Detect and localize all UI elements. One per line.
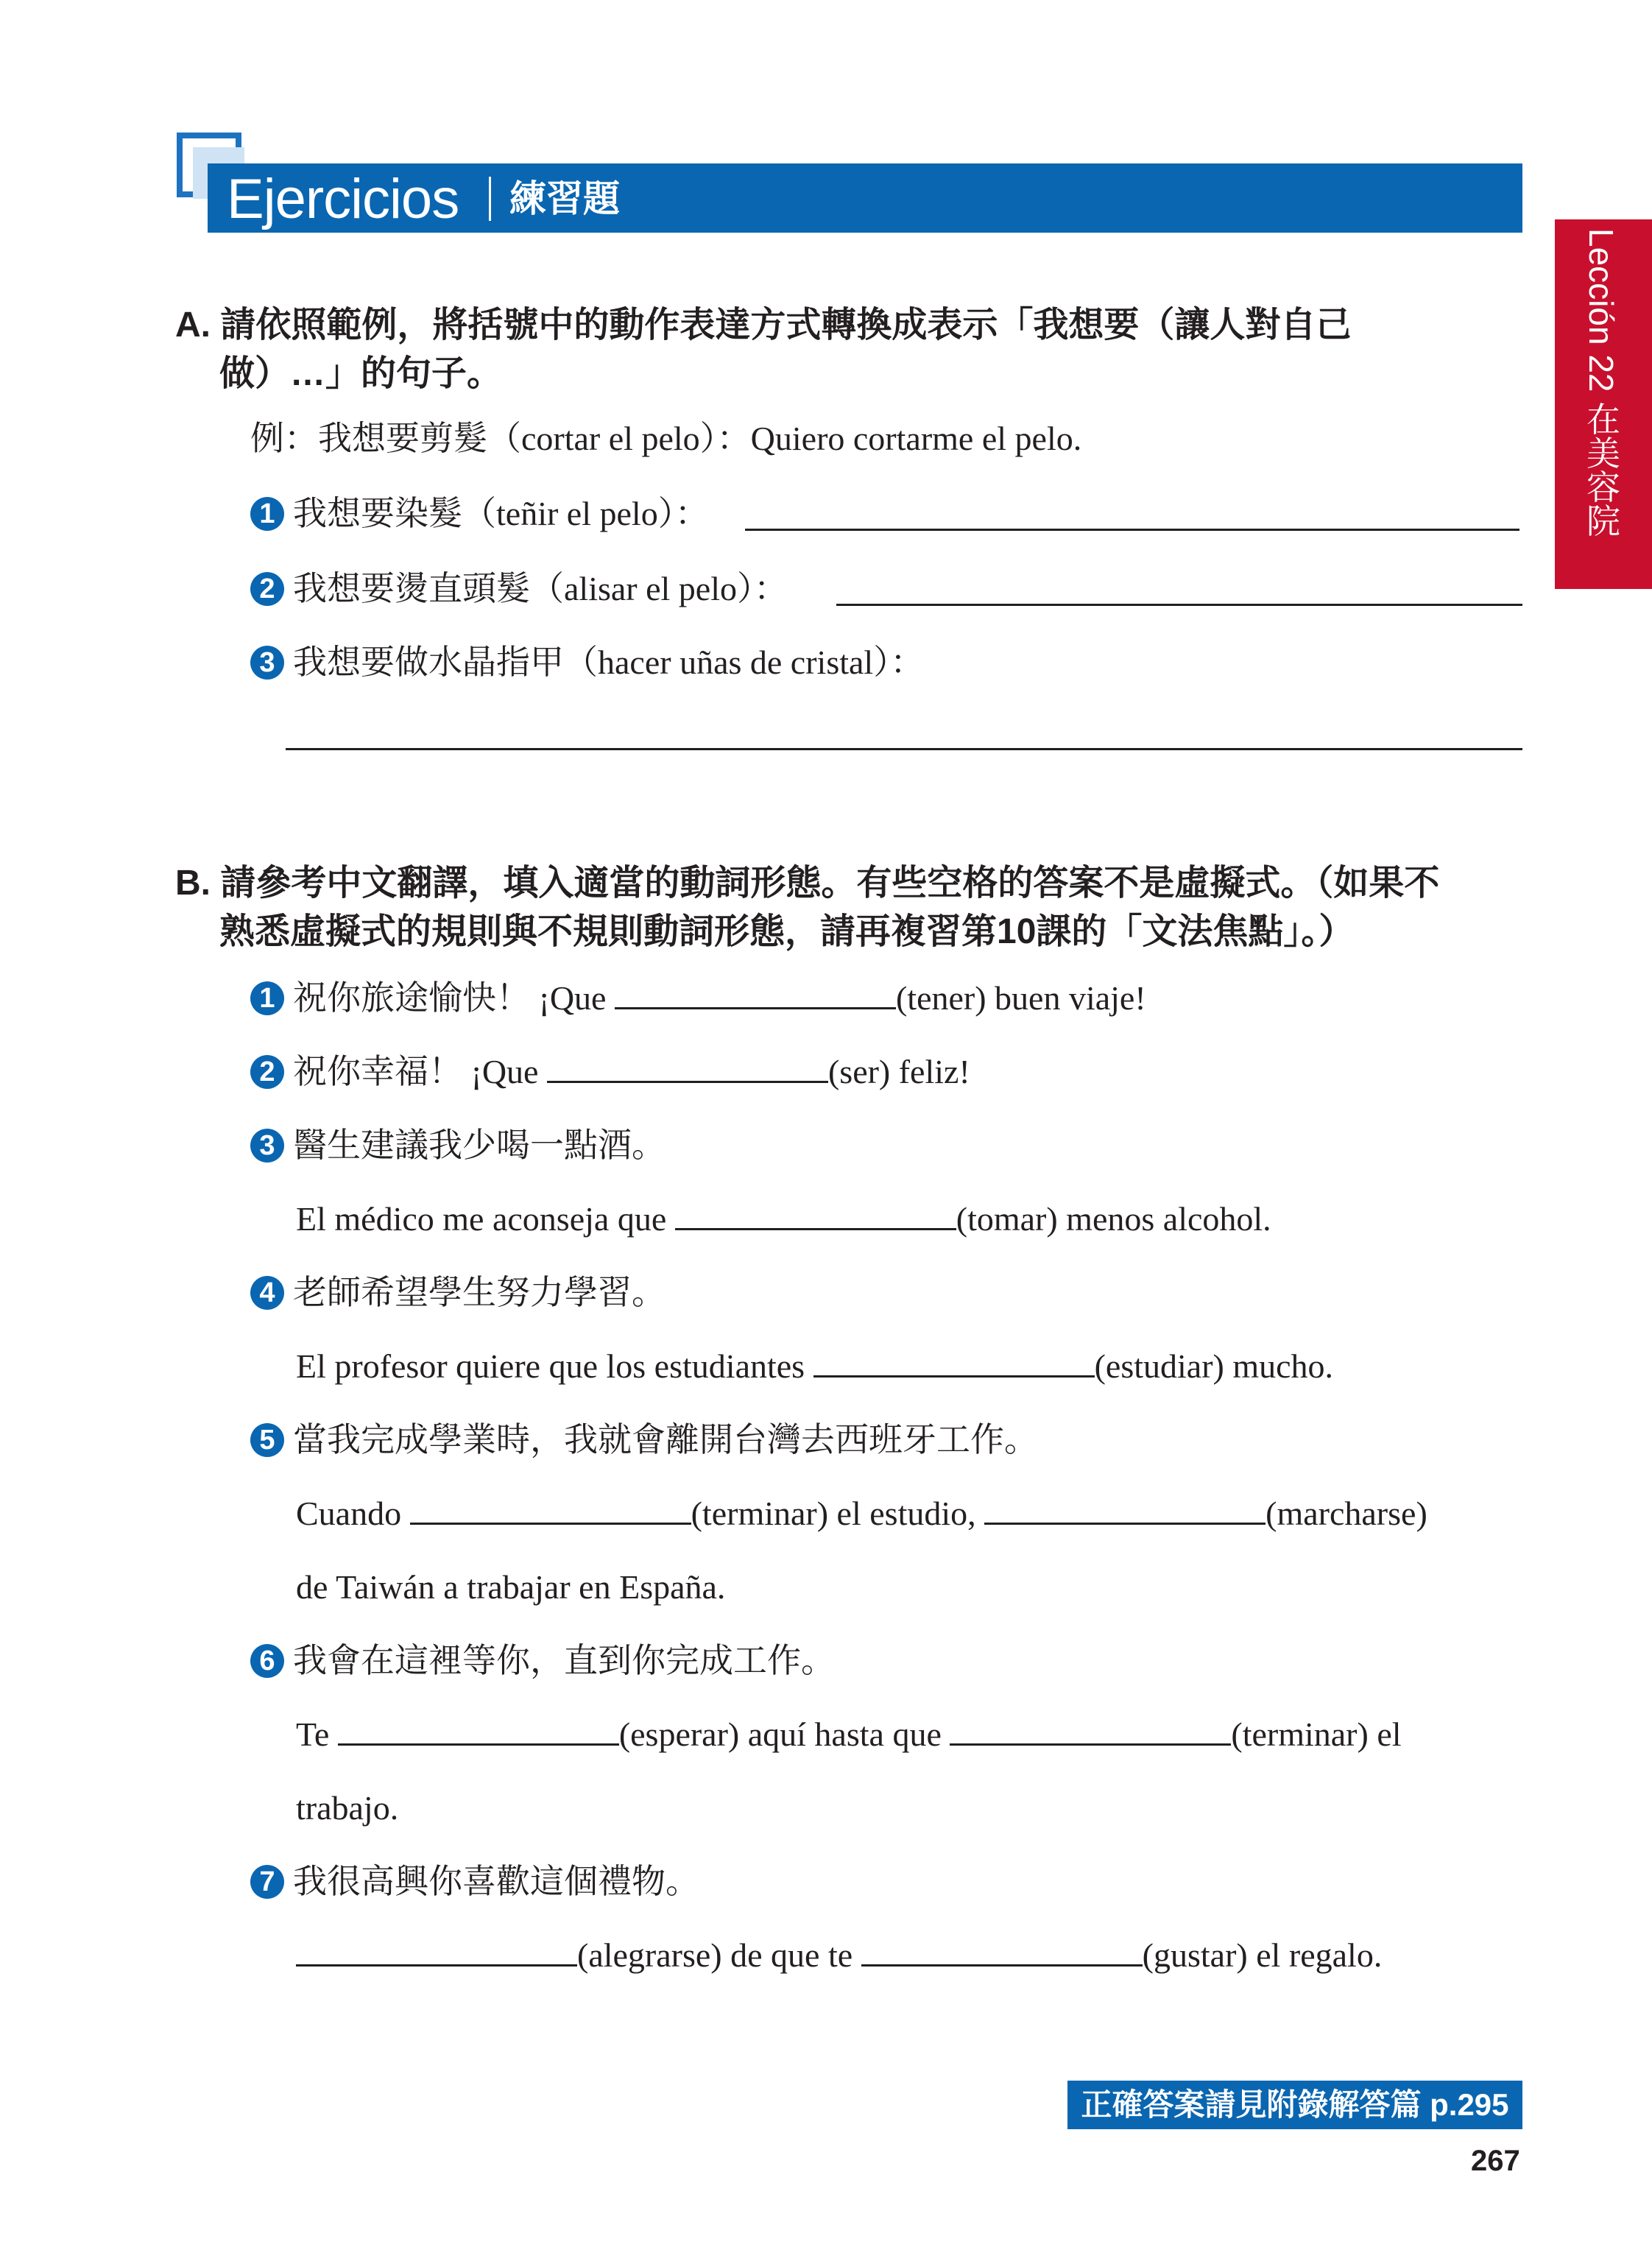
item-text: (terminar) el [1231,1715,1402,1753]
answer-line[interactable] [745,529,1519,531]
item-text: (tener) buen viaje! [895,979,1146,1017]
section-a-item-2 [250,567,788,611]
item-chinese: 我會在這裡等你，直到你完成工作。 [293,1642,835,1679]
item-chinese: 祝你旅途愉快！ [293,979,530,1017]
section-b-item-6-continuation: trabajo. [296,1789,399,1827]
item-text: El médico me aconseja que [296,1200,675,1238]
item-text: (marcharse) [1266,1495,1427,1532]
section-b-item-6 [250,1639,835,1683]
fill-blank[interactable] [950,1714,1231,1746]
item-chinese: 我很高興你喜歡這個禮物。 [293,1863,699,1900]
item-number-badge: 1 [250,981,284,1015]
page-number: 267 [1471,2145,1520,2177]
item-number-badge: 7 [250,1865,284,1899]
section-b-item-3 [250,1124,666,1168]
section-b-instruction [175,861,1439,906]
fill-blank[interactable] [813,1346,1095,1378]
fill-blank[interactable] [984,1493,1266,1525]
item-number-badge: 2 [250,1055,284,1089]
item-text: 我想要做水晶指甲（hacer uñas de cristal）： [293,643,925,681]
item-number-badge: 2 [250,572,284,606]
item-text: Cuando [296,1495,410,1532]
section-a-instruction-line2: 做）…」的句子。 [219,354,503,393]
section-a-instruction [175,303,1351,348]
item-text: ¡Que [538,979,615,1017]
section-a-instruction-line1: 請依照範例，將括號中的動作表達方式轉換成表示「我想要（讓人對自己 [220,306,1352,345]
item-number-badge: 3 [250,646,284,680]
section-a-example: 例：我想要剪髮（cortar el pelo）：Quiero cortarme el pelo. [250,420,1082,457]
item-chinese: 醫生建議我少喝一點酒。 [293,1126,666,1164]
section-b-item-5-sentence [296,1492,1427,1536]
item-number-badge: 6 [250,1644,284,1678]
answer-reference-box: 正確答案請見附錄解答篇 p.295 [1067,2081,1522,2129]
section-b-label: B. [175,864,211,903]
section-b-item-7 [250,1860,699,1904]
lesson-side-tab-label: Lección 22 在美容院 [1582,228,1620,537]
item-number-badge: 3 [250,1129,284,1163]
item-chinese: 老師希望學生努力學習。 [293,1274,666,1311]
item-text: 我想要染髮（teñir el pelo）： [293,495,709,532]
section-a-item-3 [250,641,924,685]
section-a-label: A. [175,306,211,345]
header-divider [489,177,491,221]
section-b-item-5-continuation: de Taiwán a trabajar en España. [296,1568,726,1606]
item-text: ¡Que [470,1053,547,1090]
item-text: (gustar) el regalo. [1142,1936,1383,1974]
section-b-item-5 [250,1418,1038,1462]
item-number-badge: 5 [250,1423,284,1457]
answer-line[interactable] [836,604,1522,606]
item-text: (alegrarse) de que te [577,1936,861,1974]
item-chinese: 當我完成學業時，我就會離開台灣去西班牙工作。 [293,1421,1038,1458]
section-b-item-6-sentence [296,1712,1402,1757]
item-text: (esperar) aquí hasta que [618,1715,950,1753]
item-text: El profesor quiere que los estudiantes [296,1347,813,1385]
item-text: Te [296,1715,338,1753]
section-b-item-2 [250,1050,970,1094]
section-b-item-1 [250,976,1146,1020]
page-title: Ejercicios [227,168,459,230]
answer-line[interactable] [286,748,1522,750]
section-b-instruction-line1: 請參考中文翻譯，填入適當的動詞形態。有些空格的答案不是虛擬式。（如果不 [220,864,1440,903]
fill-blank[interactable] [338,1714,619,1746]
section-b-item-3-sentence [296,1197,1271,1241]
item-chinese: 祝你幸福！ [293,1053,462,1090]
item-number-badge: 1 [250,497,284,531]
section-b-instruction-line2: 熟悉虛擬式的規則與不規則動詞形態，請再複習第10課的「文法焦點」。） [219,912,1355,951]
page-subtitle: 練習題 [509,178,620,219]
item-text: (terminar) el estudio, [691,1495,985,1532]
section-b-item-4-sentence [296,1344,1333,1389]
fill-blank[interactable] [296,1935,577,1967]
item-number-badge: 4 [250,1276,284,1310]
section-b-item-4 [250,1271,666,1315]
fill-blank[interactable] [675,1199,956,1230]
item-text: (tomar) menos alcohol. [956,1200,1271,1238]
section-a-item-1 [250,492,709,536]
section-b-item-7-sentence [296,1933,1382,1978]
item-text: (estudiar) mucho. [1094,1347,1334,1385]
fill-blank[interactable] [410,1493,691,1525]
fill-blank[interactable] [615,978,896,1009]
fill-blank[interactable] [547,1051,828,1083]
item-text: 我想要燙直頭髮（alisar el pelo）： [293,570,788,607]
fill-blank[interactable] [861,1935,1143,1967]
item-text: (ser) feliz! [827,1053,970,1090]
